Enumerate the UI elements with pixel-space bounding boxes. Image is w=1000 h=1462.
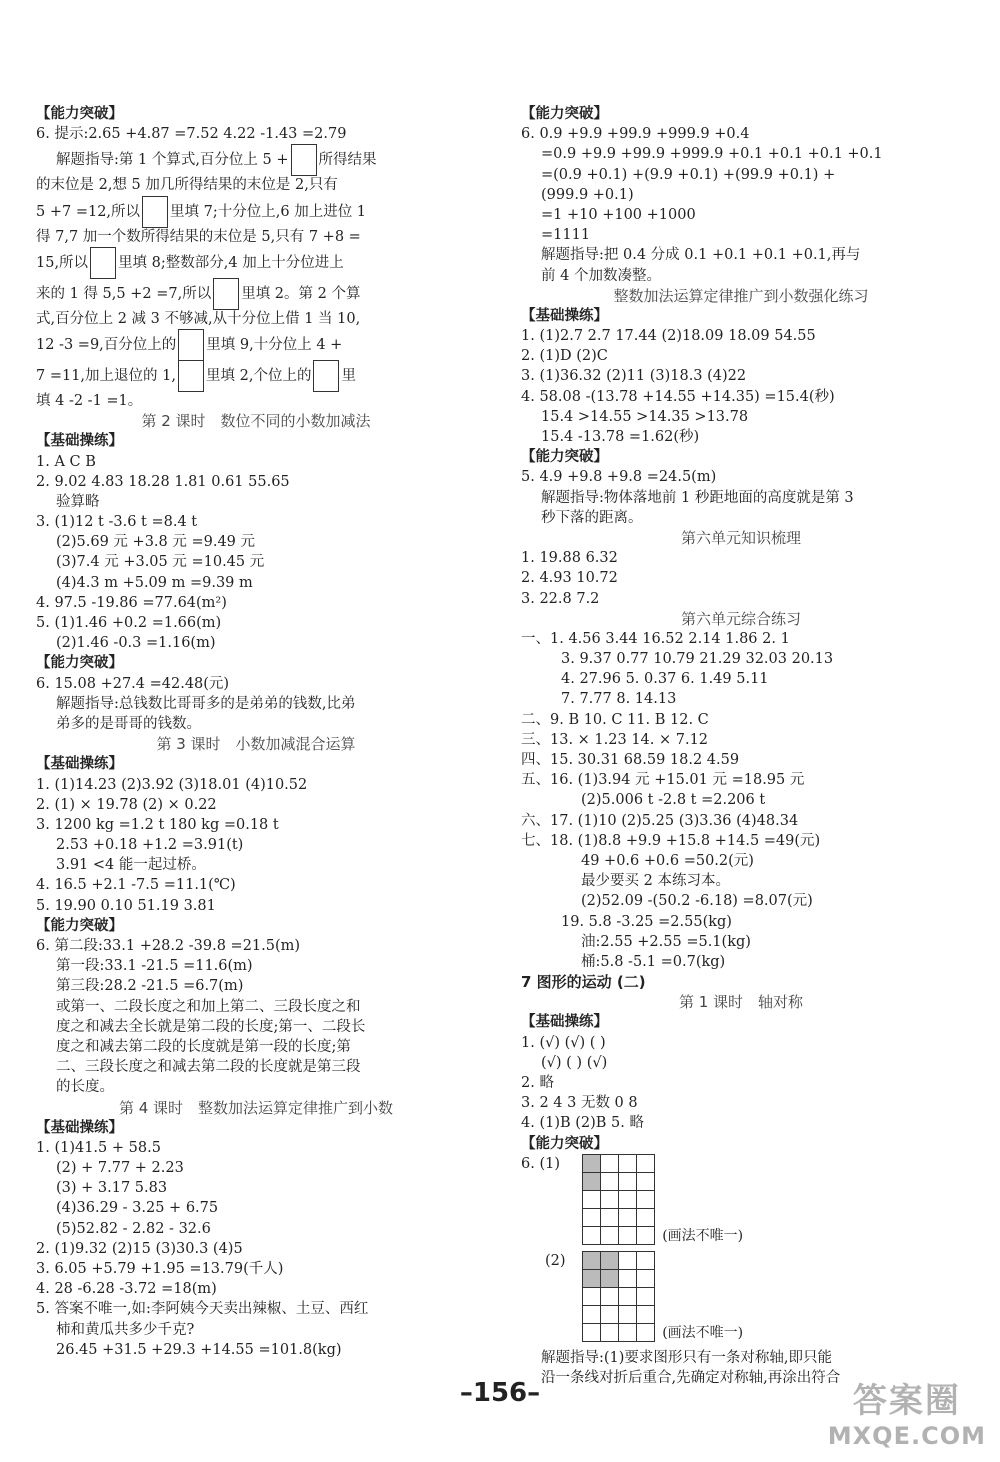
lesson-title: 第 2 课时 数位不同的小数加减法 xyxy=(141,412,371,431)
answer-line: 5. 答案不唯一,如:李阿姨今天卖出辣椒、土豆、西红 xyxy=(36,1301,369,1318)
answer-line: 1. (1)2.7 2.7 17.44 (2)18.09 18.09 54.55 xyxy=(521,328,816,345)
answer-line: 3. (1)12 t -3.6 t =8.4 t xyxy=(36,514,198,531)
answer-line: 5 +7 =12,所以 里填 7;十分位上,6 加上进位 1 xyxy=(36,196,476,227)
section-heading: 【基础操练】 xyxy=(36,433,123,450)
answer-line: 度之和减去第二段的长度就是第一段的长度;第 xyxy=(56,1038,351,1055)
blank-box xyxy=(213,278,239,310)
answer-line: 3. 9.37 0.77 10.79 21.29 32.03 20.13 xyxy=(561,651,834,668)
answer-line: 一、1. 4.56 3.44 16.52 2.14 1.86 2. 1 xyxy=(521,630,790,647)
answer-line: 1. (√) (√) ( ) xyxy=(521,1034,606,1051)
answer-line: (4)36.29 - 3.25 + 6.75 xyxy=(56,1200,219,1217)
blank-box xyxy=(291,144,317,176)
answer-line: (3) + 3.17 5.83 xyxy=(56,1180,168,1197)
answer-line: 3. 1200 kg =1.2 t 180 kg =0.18 t xyxy=(36,816,279,833)
grid-answer-1: 6. (1) (画法不唯一) xyxy=(521,1155,744,1244)
answer-line: (2)52.09 -(50.2 -6.18) =8.07(元) xyxy=(581,893,813,910)
section-heading: 【能力突破】 xyxy=(521,106,608,122)
blank-box xyxy=(142,196,168,228)
answer-line: 6. 15.08 +27.4 =42.48(元) xyxy=(36,675,230,692)
answer-line: 沿一条线对折后重合,先确定对称轴,再涂出符合 xyxy=(541,1369,841,1386)
blank-box xyxy=(178,329,204,361)
answer-line: 最少要买 2 本练习本。 xyxy=(581,873,730,890)
answer-line: 1. 19.88 6.32 xyxy=(521,550,618,567)
answer-line: 26.45 +31.5 +29.3 +14.55 =101.8(kg) xyxy=(56,1341,342,1358)
answer-line: 2. (1) × 19.78 (2) × 0.22 xyxy=(36,796,217,813)
answer-line: 解题指导:第 1 个算式,百分位上 5 + 所得结果 xyxy=(36,144,476,175)
blank-box xyxy=(313,360,339,392)
answer-line: 4. (1)B (2)B 5. 略 xyxy=(521,1115,644,1132)
answer-line: 7. 7.77 8. 14.13 xyxy=(561,691,677,708)
answer-line: 得 7,7 加一个数所得结果的末位是 5,只有 7 +8 = xyxy=(36,228,361,245)
section-heading: 【能力突破】 xyxy=(36,106,123,122)
answer-line: 2. 4.93 10.72 xyxy=(521,570,618,587)
section-heading: 【基础操练】 xyxy=(521,1014,608,1031)
answer-line: 5. (1)1.46 +0.2 =1.66(m) xyxy=(36,615,222,631)
blank-box xyxy=(178,360,204,392)
chapter-title: 7 图形的运动 (二) xyxy=(521,973,646,992)
answer-line: 4. 97.5 -19.86 =77.64(m²) xyxy=(36,594,227,611)
lesson-title: 整数加法运算定律推广到小数强化练习 xyxy=(613,286,869,305)
answer-line: 三、13. × 1.23 14. × 7.12 xyxy=(521,731,709,748)
answer-line: 2. (1)9.32 (2)15 (3)30.3 (4)5 xyxy=(36,1240,243,1257)
answer-line: 六、17. (1)10 (2)5.25 (3)3.36 (4)48.34 xyxy=(521,812,799,829)
watermark-url: MXQE.COM xyxy=(827,1422,986,1450)
answer-line: 或第一、二段长度之和加上第二、三段长度之和 xyxy=(56,998,361,1015)
answer-line: =1 +10 +100 +1000 xyxy=(541,206,696,223)
answer-line: 6. 0.9 +9.9 +99.9 +999.9 +0.4 xyxy=(521,126,750,143)
answer-line: =1111 xyxy=(541,227,591,244)
answer-line: (999.9 +0.1) xyxy=(541,186,634,203)
answer-line: 验算略 xyxy=(56,493,100,510)
lesson-title: 第 3 课时 小数加减混合运算 xyxy=(156,735,356,754)
grid-answer-2: (2) (画法不唯一) xyxy=(545,1252,744,1341)
answer-line: (3)7.4 元 +3.05 元 =10.45 元 xyxy=(56,554,265,571)
answer-line: 第三段:28.2 -21.5 =6.7(m) xyxy=(56,978,244,995)
answer-line: 秒下落的距离。 xyxy=(541,509,643,526)
answer-line: 1. (1)14.23 (2)3.92 (3)18.01 (4)10.52 xyxy=(36,776,308,793)
answer-line: (2) + 7.77 + 2.23 xyxy=(56,1160,184,1177)
answer-line: 二、三段长度之和减去第二段的长度就是第三段 xyxy=(56,1059,361,1076)
answer-line: 来的 1 得 5,5 +2 =7,所以 里填 2。第 2 个算 xyxy=(36,278,476,309)
answer-line: 3. 22.8 7.2 xyxy=(521,590,600,607)
answer-line: 度之和减去全长就是第二段的长度;第一、二段长 xyxy=(56,1018,366,1035)
answer-line: 1. A C B xyxy=(36,453,96,470)
answer-line: 前 4 个加数凑整。 xyxy=(541,267,661,284)
answer-line: 解题指导:总钱数比哥哥多的是弟弟的钱数,比弟 xyxy=(56,695,356,712)
answer-line: 15.4 >14.55 >14.35 >13.78 xyxy=(541,408,749,425)
answer-line: 五、16. (1)3.94 元 +15.01 元 =18.95 元 xyxy=(521,772,805,789)
answer-line: 5. 19.90 0.10 51.19 3.81 xyxy=(36,897,216,914)
answer-line: 第一段:33.1 -21.5 =11.6(m) xyxy=(56,958,253,975)
answer-line: 七、18. (1)8.8 +9.9 +15.8 +14.5 =49(元) xyxy=(521,832,821,849)
section-heading: 【基础操练】 xyxy=(36,1119,123,1136)
answer-line: 2.53 +0.18 +1.2 =3.91(t) xyxy=(56,837,244,854)
lesson-title: 第 1 课时 轴对称 xyxy=(678,993,804,1012)
answer-line: (2)5.006 t -2.8 t =2.206 t xyxy=(581,792,766,809)
answer-line: 4. 58.08 -(13.78 +14.55 +14.35) =15.4(秒) xyxy=(521,388,835,405)
lesson-title: 第六单元综合练习 xyxy=(680,609,801,628)
answer-line: 5. 4.9 +9.8 +9.8 =24.5(m) xyxy=(521,469,717,486)
answer-line: 3.91 <4 能一起过桥。 xyxy=(56,857,206,874)
lesson-title: 第 4 课时 整数加法运算定律推广到小数 xyxy=(118,1098,394,1117)
section-heading: 【能力突破】 xyxy=(521,449,608,466)
answer-line: (2)5.69 元 +3.8 元 =9.49 元 xyxy=(56,534,256,551)
section-heading: 【能力突破】 xyxy=(36,917,123,934)
answer-line: 解题指导:物体落地前 1 秒距地面的高度就是第 3 xyxy=(541,489,854,506)
answer-line: 15,所以 里填 8;整数部分,4 加上十分位进上 xyxy=(36,247,476,278)
answer-line: =(0.9 +0.1) +(9.9 +0.1) +(99.9 +0.1) + xyxy=(541,166,836,183)
answer-line: 3. (1)36.32 (2)11 (3)18.3 (4)22 xyxy=(521,368,747,385)
answer-line: 6. 第二段:33.1 +28.2 -39.8 =21.5(m) xyxy=(36,938,301,954)
answer-line: 2. 略 xyxy=(521,1075,554,1091)
answer-line: 2. 9.02 4.83 18.28 1.81 0.61 55.65 xyxy=(36,473,290,490)
left-column xyxy=(36,104,476,1360)
right-column xyxy=(521,104,961,1388)
answer-line: 填 4 -2 -1 =1。 xyxy=(36,392,143,409)
answer-line: =0.9 +9.9 +99.9 +999.9 +0.1 +0.1 +0.1 +0.1 xyxy=(541,146,883,163)
grid-note: (画法不唯一) xyxy=(662,1324,744,1341)
blank-box xyxy=(90,247,116,279)
answer-line: (√) ( ) (√) xyxy=(541,1054,608,1071)
answer-line: 二、9. B 10. C 11. B 12. C xyxy=(521,711,709,728)
answer-line: 解题指导:把 0.4 分成 0.1 +0.1 +0.1 +0.1,再与 xyxy=(541,247,861,264)
watermark-logo xyxy=(828,1373,986,1450)
answer-line: (4)4.3 m +5.09 m =9.39 m xyxy=(56,574,253,591)
answer-line: 弟多的是哥哥的钱数。 xyxy=(56,715,201,732)
answer-line: (5)52.82 - 2.82 - 32.6 xyxy=(56,1220,211,1237)
answer-line: 49 +0.6 +0.6 =50.2(元) xyxy=(581,852,754,869)
section-heading: 【基础操练】 xyxy=(521,307,608,324)
section-heading: 【能力突破】 xyxy=(36,655,123,672)
answer-line: 7 =11,加上退位的 1, 里填 2,个位上的 里 xyxy=(36,360,476,391)
answer-line: 的末位是 2,想 5 加几所得结果的末位是 2,只有 xyxy=(36,177,338,194)
answer-line: (2)1.46 -0.3 =1.16(m) xyxy=(56,635,216,652)
answer-line: 4. 28 -6.28 -3.72 =18(m) xyxy=(36,1281,217,1298)
answer-line: 19. 5.8 -3.25 =2.55(kg) xyxy=(561,913,732,930)
answer-line: 油:2.55 +2.55 =5.1(kg) xyxy=(581,933,751,950)
page-number: –156– xyxy=(459,1378,541,1408)
watermark-title: 答案圈 xyxy=(852,1381,961,1421)
answer-line: 15.4 -13.78 =1.62(秒) xyxy=(541,429,700,445)
answer-line: 桶:5.8 -5.1 =0.7(kg) xyxy=(581,953,726,970)
section-heading: 【基础操练】 xyxy=(36,756,123,773)
answer-line: 1. (1)41.5 + 58.5 xyxy=(36,1139,161,1156)
answer-line: 12 -3 =9,百分位上的 里填 9,十分位上 4 + xyxy=(36,329,476,360)
lesson-title: 第六单元知识梳理 xyxy=(680,528,801,547)
grid-figure-2 xyxy=(582,1251,655,1342)
answer-line: 式,百分位上 2 减 3 不够减,从十分位上借 1 当 10, xyxy=(36,310,361,327)
answer-line: 的长度。 xyxy=(56,1079,114,1096)
section-heading: 【能力突破】 xyxy=(521,1135,608,1152)
grid-figure-1 xyxy=(582,1154,655,1245)
answer-line: 四、15. 30.31 68.59 18.2 4.59 xyxy=(521,752,740,768)
answer-line: 2. (1)D (2)C xyxy=(521,348,608,365)
answer-line: 4. 16.5 +2.1 -7.5 =11.1(℃) xyxy=(36,877,236,894)
answer-line: 3. 6.05 +5.79 +1.95 =13.79(千人) xyxy=(36,1261,284,1277)
answer-line: 柿和黄瓜共多少千克? xyxy=(56,1321,195,1338)
answer-line: 3. 2 4 3 无数 0 8 xyxy=(521,1095,638,1112)
grid-note: (画法不唯一) xyxy=(662,1227,744,1244)
answer-line: 解题指导:(1)要求图形只有一条对称轴,即只能 xyxy=(541,1349,833,1366)
answer-line: 6. 提示:2.65 +4.87 =7.52 4.22 -1.43 =2.79 xyxy=(36,126,347,143)
answer-line: 4. 27.96 5. 0.37 6. 1.49 5.11 xyxy=(561,671,769,688)
